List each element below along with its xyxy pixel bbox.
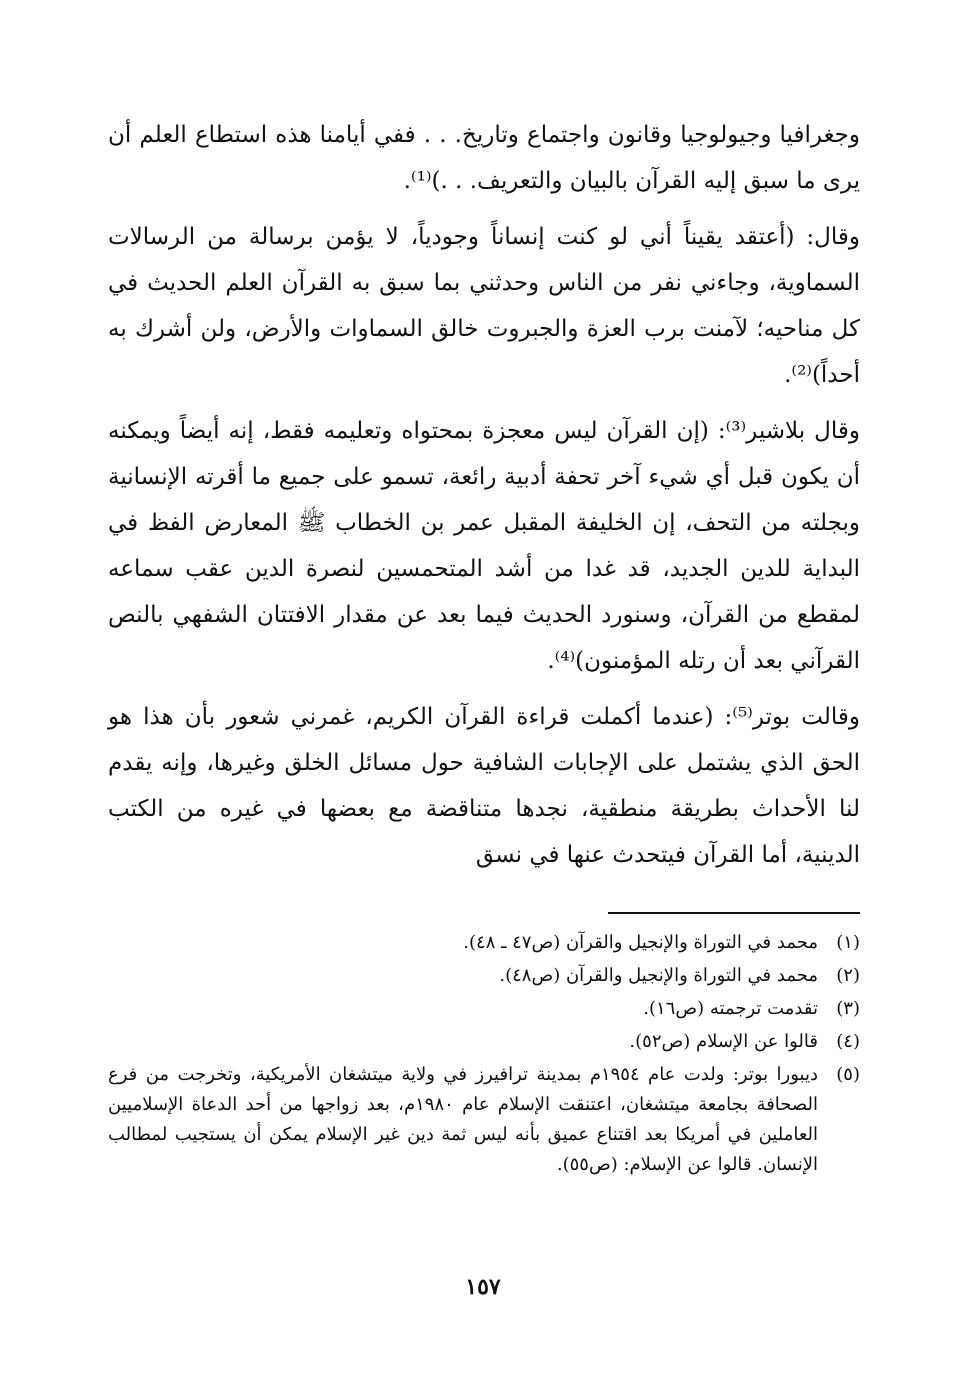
footnote-4 [108,1027,860,1057]
footnote-text: محمد في التوراة والإنجيل والقرآن (ص٤٨). [499,965,818,986]
footnote-text: قالوا عن الإسلام (ص٥٢). [629,1031,818,1052]
paragraph-text: وجغرافيا وجيولوجيا وقانون واجتماع وتاريخ. . . ففي أيامنا هذه استطاع العلم أن يرى ما سبق إليه القرآن بالبيان والتعريف. . .)⁽¹⁾. [108,122,860,194]
footnote-number: (٤) [836,1031,860,1052]
footnotes [108,928,860,1183]
paragraph-text: وقال بلاشير⁽³⁾: (إن القرآن ليس معجزة بمحتواه وتعليمه فقط، إنه أيضاً ويمكنه أن يكون قبل أي شيء آخر تحفة أدبية رائعة، تسمو على جميع ما أقرته الإنسانية وبجلته من التحف، إن الخليفة المقبل عمر بن الخطاب ﷺ المعارض الفظ في البداية للدين الجديد، قد غدا من أشد المتحمسين لنصرة الدين عقب سماعه لمقطع من القرآن، وسنورد الحديث فيما بعد عن مقدار الافتتان الشفهي بالنص القرآني بعد أن رتله المؤمنون)⁽⁴⁾. [108,418,861,674]
footnote-number: (٣) [836,998,860,1019]
paragraph-text: وقالت بوتر⁽⁵⁾: (عندما أكملت قراءة القرآن الكريم، غمرني شعور بأن هذا هو الحق الذي يشتمل على الإجابات الشافية حول مسائل الخلق وغيرها، وإنه يقدم لنا الأحداث بطريقة منطقية، نجدها متناقضة مع بعضها في غيره من الكتب الدينية، أما القرآن فيتحدث عنها في نسق [108,704,860,868]
page-number: ١٥٧ [465,1274,501,1300]
footnote-separator [608,912,860,914]
footnote-1 [108,928,860,958]
footnote-number: (٢) [836,965,860,986]
footnote-3 [108,994,860,1024]
footnote-5 [108,1060,860,1180]
main-text [108,112,860,888]
footnote-number: (٥) [836,1064,860,1085]
paragraph-2 [108,214,860,398]
footnote-number: (١) [836,932,860,953]
footnote-text: محمد في التوراة والإنجيل والقرآن (ص٤٧ ـ ٤٨). [463,932,818,953]
paragraph-3 [108,408,860,684]
footnote-2 [108,961,860,991]
paragraph-text: وقال: (أعتقد يقيناً أني لو كنت إنساناً وجودياً، لا يؤمن برسالة من الرسالات السماوية، وجاءني نفر من الناس وحدثني بما سبق به القرآن العلم الحديث في كل مناحيه؛ لآمنت برب العزة والجبروت خالق السماوات والأرض، ولن أشرك به أحداً)⁽²⁾. [108,224,860,388]
footnote-text: تقدمت ترجمته (ص١٦). [643,998,818,1019]
paragraph-1 [108,112,860,204]
paragraph-4 [108,694,860,878]
footnote-text: ديبورا بوتر: ولدت عام ١٩٥٤م بمدينة ترافيرز في ولاية ميتشغان الأمريكية، وتخرجت من فرع الصحافة بجامعة ميتشغان، اعتنقت الإسلام عام ١٩٨٠م، بعد زواجها من أحد الدعاة الإسلاميين العاملين في أمريكا بعد اقتناع عميق بأنه ليس ثمة دين غير الإسلام يمكن أن يستجيب لمطالب الإنسان. قالوا عن الإسلام: (ص٥٥). [108,1064,819,1175]
